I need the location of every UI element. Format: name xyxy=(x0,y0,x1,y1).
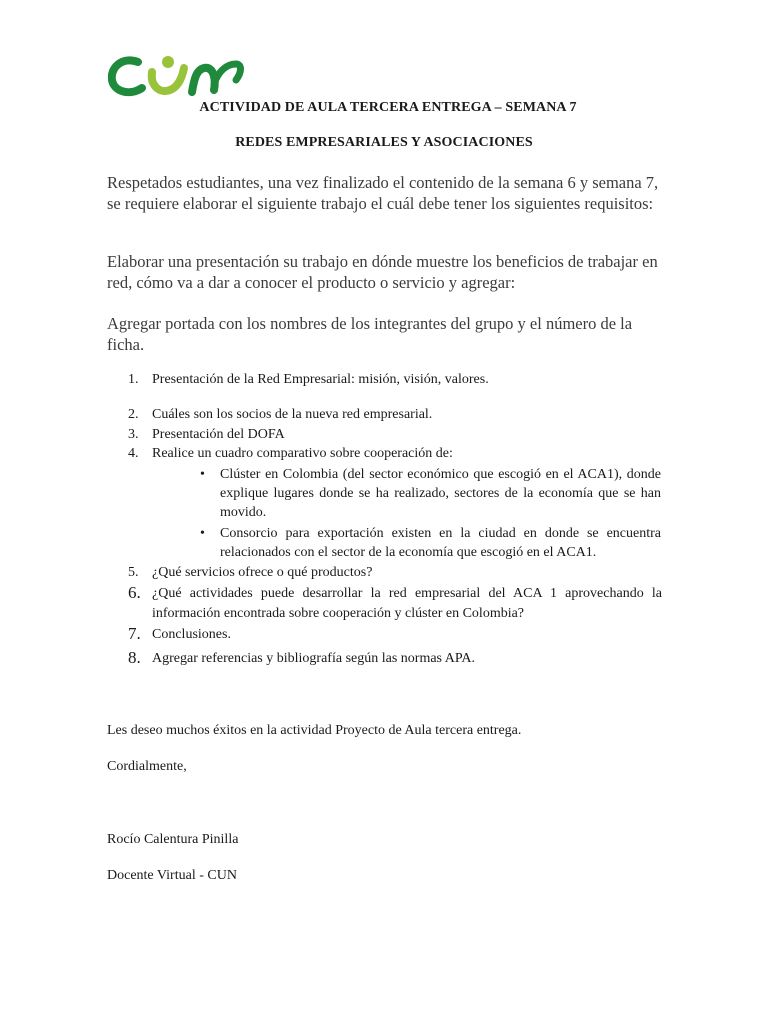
document-subtitle: REDES EMPRESARIALES Y ASOCIACIONES xyxy=(235,135,533,150)
cun-logo xyxy=(108,50,244,100)
list-text: Presentación de la Red Empresarial: misión, visión, valores. xyxy=(152,372,489,387)
list-text: Conclusiones. xyxy=(152,627,231,642)
sub-list-text: Clúster en Colombia (del sector económico que escogió en el ACA1), donde explique lugares donde se ha realizado, sectores de la economía que se han movido. xyxy=(220,467,661,520)
intro-paragraph-3: Agregar portada con los nombres de los integrantes del grupo y el número de la ficha. xyxy=(107,314,633,354)
signatory-role: Docente Virtual - CUN xyxy=(107,868,237,883)
list-number: 4. xyxy=(128,446,139,461)
list-text: ¿Qué actividades puede desarrollar la red empresarial del ACA 1 aprovechando la información encontrada sobre cooperación y clúster en Colombia? xyxy=(152,586,662,621)
document-title: ACTIVIDAD DE AULA TERCERA ENTREGA – SEMANA 7 xyxy=(199,100,577,115)
list-text: ¿Qué servicios ofrece o qué productos? xyxy=(152,565,373,580)
list-number: 2. xyxy=(128,407,139,422)
list-number: 8. xyxy=(128,648,141,667)
closing-salutation: Cordialmente, xyxy=(107,759,187,774)
list-number: 3. xyxy=(128,427,139,442)
list-number: 5. xyxy=(128,565,139,580)
list-number: 1. xyxy=(128,372,139,387)
intro-paragraph-2: Elaborar una presentación su trabajo en dónde muestre los beneficios de trabajar en red, cómo va a dar a conocer el producto o servicio y agregar: xyxy=(107,252,658,292)
sub-list-text: Consorcio para exportación existen en la ciudad en donde se encuentra relacionados con el sector de la economía que escogió en el ACA1. xyxy=(220,526,661,560)
bullet-icon: • xyxy=(200,526,205,541)
list-number: 6. xyxy=(128,583,141,602)
closing-wish: Les deseo muchos éxitos en la actividad Proyecto de Aula tercera entrega. xyxy=(107,723,522,738)
intro-paragraph-1: Respetados estudiantes, una vez finalizado el contenido de la semana 6 y semana 7, se requiere elaborar el siguiente trabajo el cuál debe tener los siguientes requisitos: xyxy=(107,173,659,213)
bullet-icon: • xyxy=(200,467,205,482)
list-text: Cuáles son los socios de la nueva red empresarial. xyxy=(152,407,433,422)
signatory-name: Rocío Calentura Pinilla xyxy=(107,832,239,847)
list-text: Agregar referencias y bibliografía según las normas APA. xyxy=(152,651,475,666)
list-text: Realice un cuadro comparativo sobre cooperación de: xyxy=(152,446,453,461)
list-text: Presentación del DOFA xyxy=(152,427,285,442)
list-number: 7. xyxy=(128,624,141,643)
